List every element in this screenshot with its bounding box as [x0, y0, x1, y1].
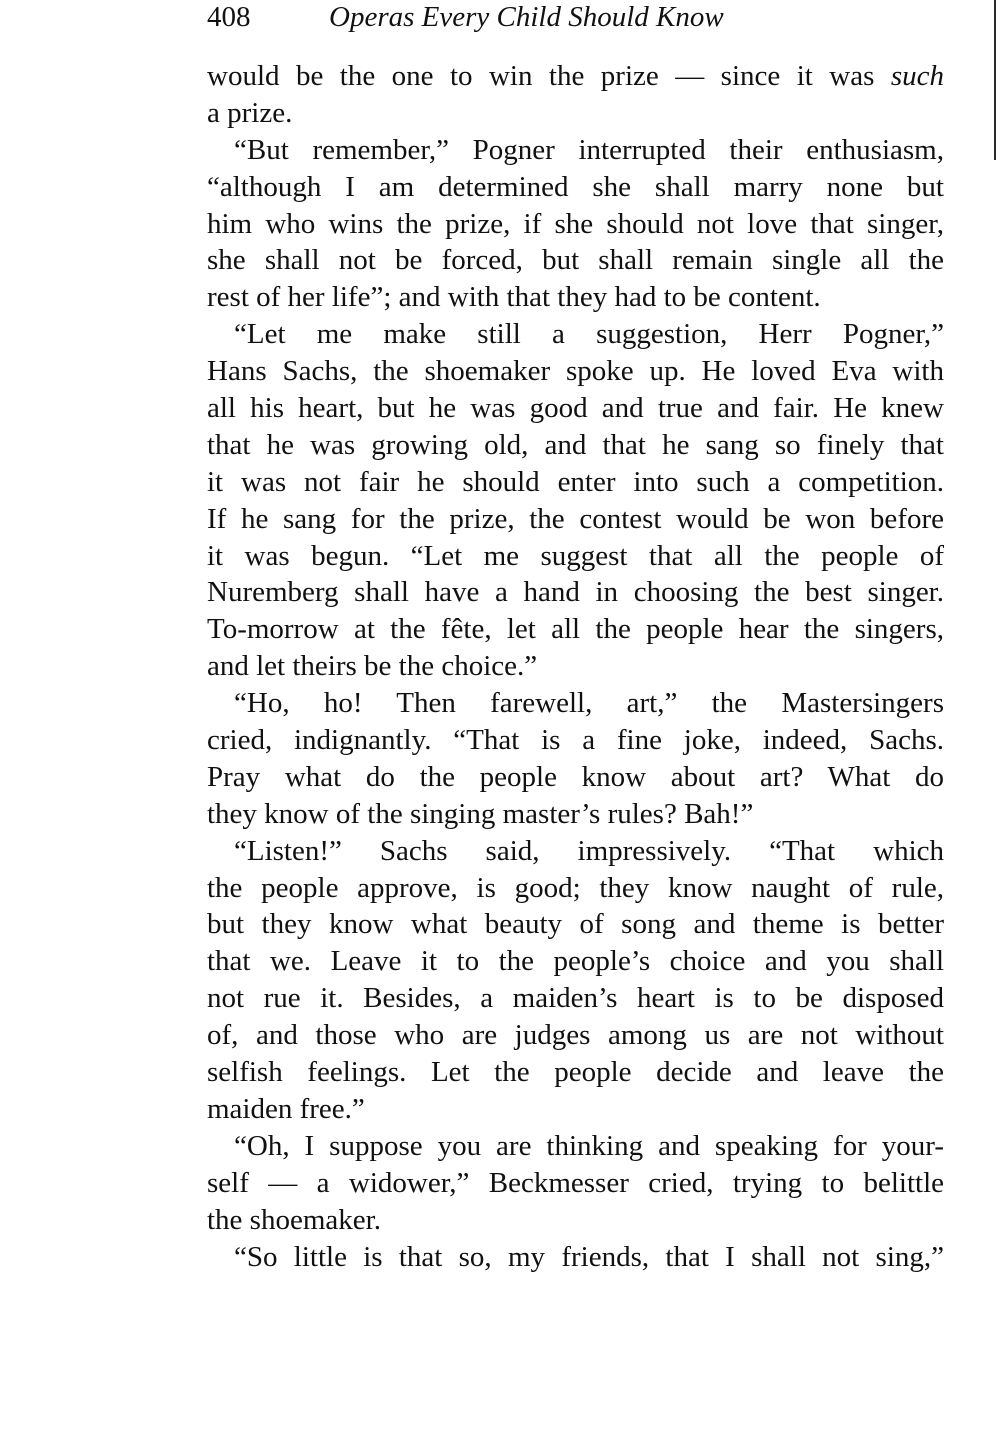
text-line: “although I am determined she shall marry none but	[207, 170, 944, 203]
text-line: Hans Sachs, the shoemaker spoke up. He loved Eva with	[207, 355, 944, 388]
page-number: 408	[207, 1, 251, 33]
text-line: that we. Leave it to the people’s choice and you shall	[207, 945, 944, 978]
text-line: “Listen!” Sachs said, impressively. “That which	[234, 834, 944, 867]
text-line: him who wins the prize, if she should not love that singer,	[207, 207, 944, 240]
text-line: “But remember,” Pogner interrupted their enthusiasm,	[234, 133, 944, 166]
text-line: rest of her life”; and with that they had to be content.	[207, 281, 821, 314]
text-line: the people approve, is good; they know naught of rule,	[207, 871, 944, 904]
text-line: cried, indignantly. “That is a fine joke, indeed, Sachs.	[207, 724, 944, 757]
text-line: of, and those who are judges among us are not without	[207, 1019, 944, 1052]
text-line: maiden free.”	[207, 1092, 365, 1125]
text-line: all his heart, but he was good and true and fair. He knew	[207, 392, 944, 425]
text-line: To-morrow at the fête, let all the people hear the singers,	[207, 613, 944, 646]
text-line: that he was growing old, and that he sang so finely that	[207, 428, 944, 461]
body-text	[207, 58, 944, 1275]
text-line: and let theirs be the choice.”	[207, 650, 538, 683]
text-line: they know of the singing master’s rules? Bah!”	[207, 797, 754, 830]
text-line: “Ho, ho! Then farewell, art,” the Mastersingers	[234, 687, 944, 720]
page-edge-line	[994, 0, 996, 160]
text-line: she shall not be forced, but shall remain single all the	[207, 244, 944, 277]
text-line: If he sang for the prize, the contest would be won before	[207, 502, 944, 535]
text-line: “Let me make still a suggestion, Herr Pogner,”	[234, 318, 944, 351]
text-line: self — a widower,” Beckmesser cried, trying to belittle	[207, 1166, 944, 1199]
text-line: Pray what do the people know about art? What do	[207, 760, 944, 793]
text-line: Nuremberg shall have a hand in choosing the best singer.	[207, 576, 944, 609]
text-line: not rue it. Besides, a maiden’s heart is to be disposed	[207, 982, 944, 1015]
text-line: the shoemaker.	[207, 1203, 381, 1236]
running-head	[207, 0, 807, 34]
text-line: but they know what beauty of song and theme is better	[207, 908, 944, 941]
text-line: would be the one to win the prize — since it was such	[207, 60, 944, 92]
text-line: it was begun. “Let me suggest that all the people of	[207, 539, 944, 572]
text-line: it was not fair he should enter into such a competition.	[207, 465, 944, 498]
text-line: “So little is that so, my friends, that I shall not sing,”	[234, 1240, 944, 1273]
text-line: a prize.	[207, 96, 293, 129]
text-line: selfish feelings. Let the people decide and leave the	[207, 1056, 944, 1089]
running-title: Operas Every Child Should Know	[329, 1, 724, 33]
text-line: “Oh, I suppose you are thinking and speaking for your-	[234, 1129, 944, 1162]
